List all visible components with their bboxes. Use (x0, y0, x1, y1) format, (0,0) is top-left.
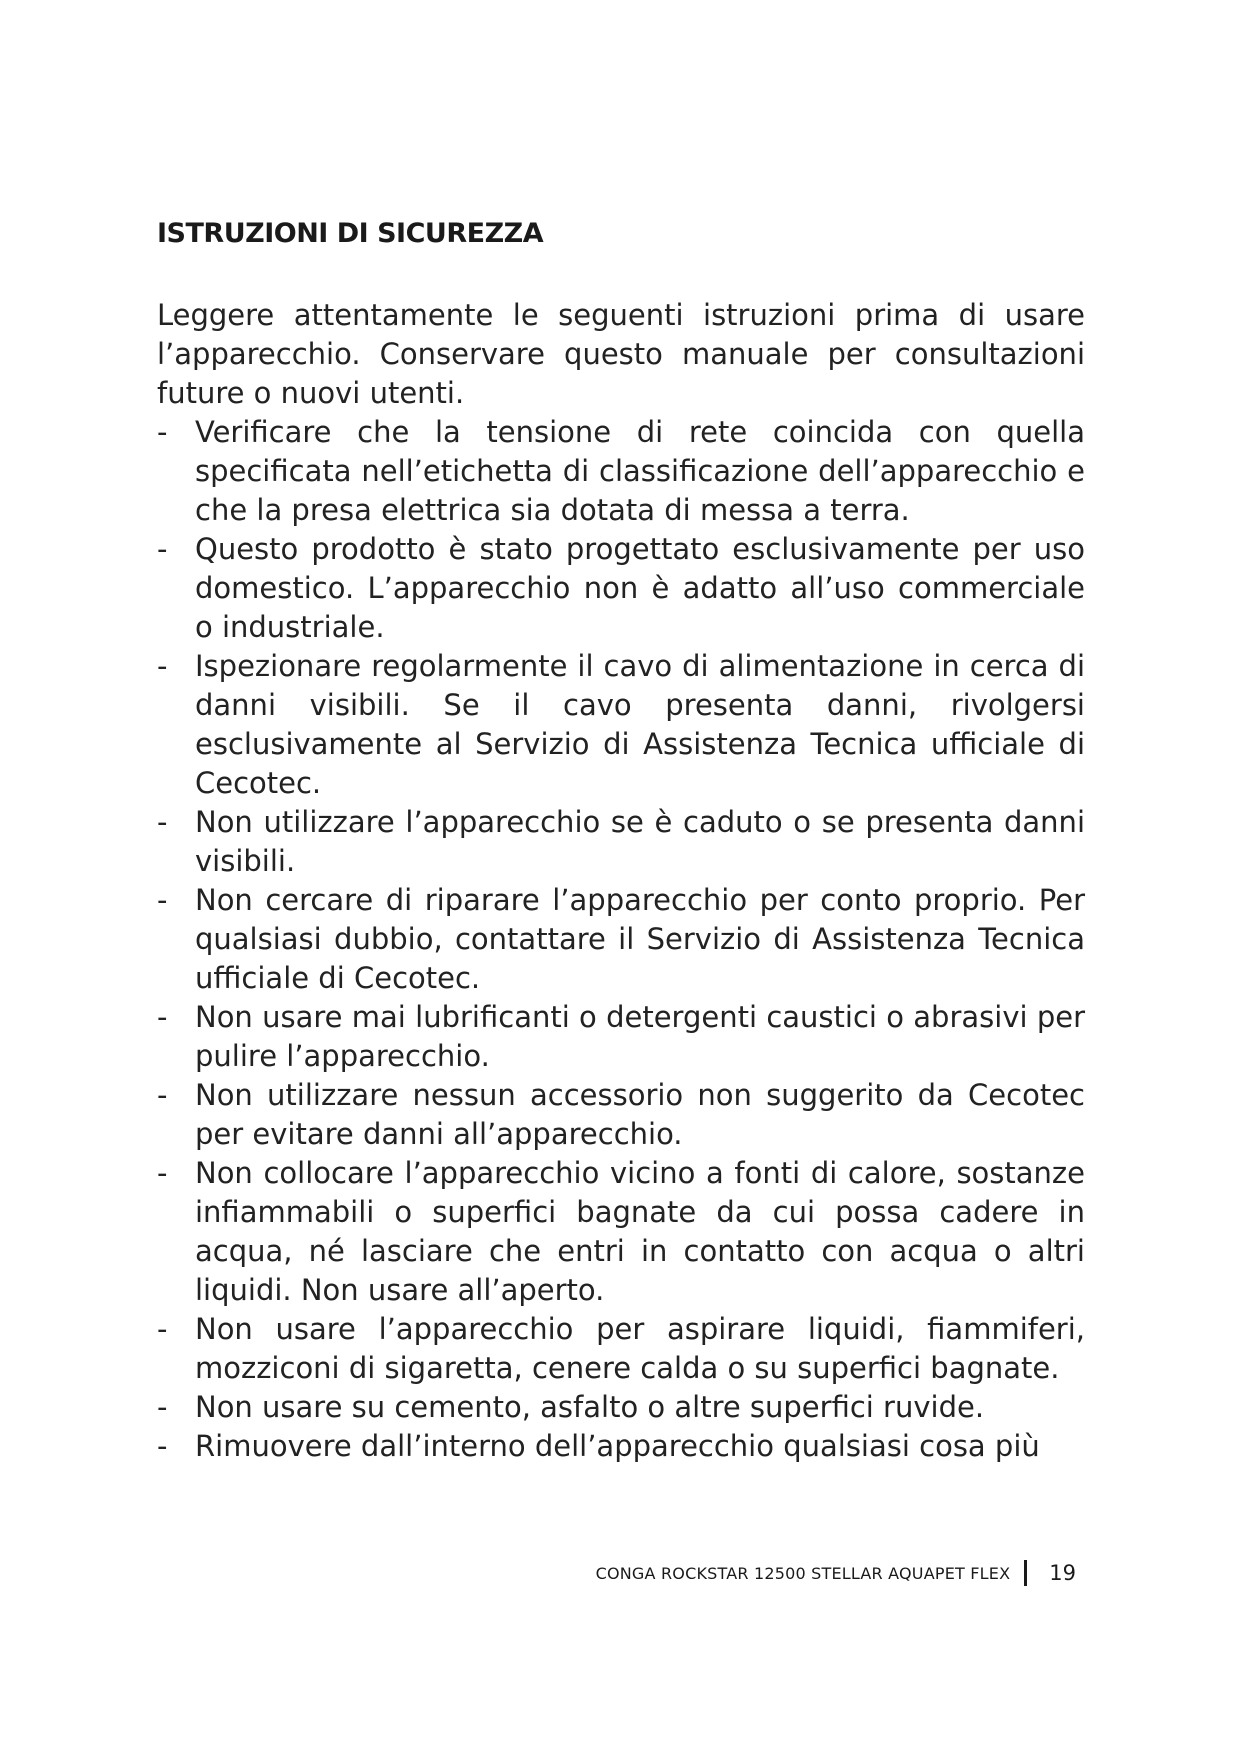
bullet-dash: - (157, 532, 168, 566)
list-item-text: Verificare che la tensione di rete coincida con quella specificata nell’etichetta di classificazione dell’apparecchio e che la presa elettrica sia dotata di messa a terra. (195, 415, 1085, 527)
list-item-text: Non cercare di riparare l’apparecchio per conto proprio. Per qualsiasi dubbio, contattare il Servizio di Assistenza Tecnica ufficiale di Cecotec. (195, 883, 1085, 995)
list-item (157, 803, 1085, 881)
list-item-text: Non usare su cemento, asfalto o altre superfici ruvide. (195, 1390, 985, 1424)
safety-list (157, 413, 1085, 1466)
safety-content (157, 296, 1085, 1466)
bullet-dash: - (157, 415, 168, 449)
list-item-text: Non utilizzare l’apparecchio se è caduto o se presenta danni visibili. (195, 805, 1085, 878)
list-item (157, 1076, 1085, 1154)
bullet-dash: - (157, 1078, 168, 1112)
list-item (157, 1427, 1085, 1466)
list-item (157, 1154, 1085, 1310)
list-item-text: Questo prodotto è stato progettato esclusivamente per uso domestico. L’apparecchio non è adatto all’uso commerciale o industriale. (195, 532, 1085, 644)
list-item-text: Non usare mai lubrificanti o detergenti caustici o abrasivi per pulire l’apparecchio. (195, 1000, 1085, 1073)
list-item (157, 1310, 1085, 1388)
bullet-dash: - (157, 883, 168, 917)
list-item-text: Non utilizzare nessun accessorio non suggerito da Cecotec per evitare danni all’apparecchio. (195, 1078, 1085, 1151)
list-item (157, 998, 1085, 1076)
intro-paragraph: Leggere attentamente le seguenti istruzioni prima di usare l’apparecchio. Conservare questo manuale per consultazioni future o nuovi utenti. (157, 298, 1085, 410)
list-item-text: Non usare l’apparecchio per aspirare liquidi, fiammiferi, mozziconi di sigaretta, cenere calda o su superfici bagnate. (195, 1312, 1085, 1385)
list-item (157, 881, 1085, 998)
list-item (157, 530, 1085, 647)
bullet-dash: - (157, 1312, 168, 1346)
bullet-dash: - (157, 649, 168, 683)
bullet-dash: - (157, 1390, 168, 1424)
list-item (157, 1388, 1085, 1427)
footer-divider (1024, 1560, 1027, 1586)
bullet-dash: - (157, 1000, 168, 1034)
list-item (157, 413, 1085, 530)
page-number: 19 (1049, 1561, 1076, 1585)
list-item-text: Non collocare l’apparecchio vicino a fonti di calore, sostanze infiammabili o superfici bagnate da cui possa cadere in acqua, né lasciare che entri in contatto con acqua o altri liquidi. Non usare all’aperto. (195, 1156, 1085, 1307)
page-title: ISTRUZIONI DI SICUREZZA (157, 218, 544, 249)
bullet-dash: - (157, 1429, 168, 1463)
list-item-text: Ispezionare regolarmente il cavo di alimentazione in cerca di danni visibili. Se il cavo presenta danni, rivolgersi esclusivamente al Servizio di Assistenza Tecnica ufficiale di Cecotec. (195, 649, 1085, 800)
list-item (157, 647, 1085, 803)
footer-product-name: CONGA ROCKSTAR 12500 STELLAR AQUAPET FLEX (595, 1563, 1011, 1583)
bullet-dash: - (157, 805, 168, 839)
list-item-text: Rimuovere dall’interno dell’apparecchio qualsiasi cosa più (195, 1429, 1040, 1463)
page-footer (596, 1560, 1076, 1586)
bullet-dash: - (157, 1156, 168, 1190)
